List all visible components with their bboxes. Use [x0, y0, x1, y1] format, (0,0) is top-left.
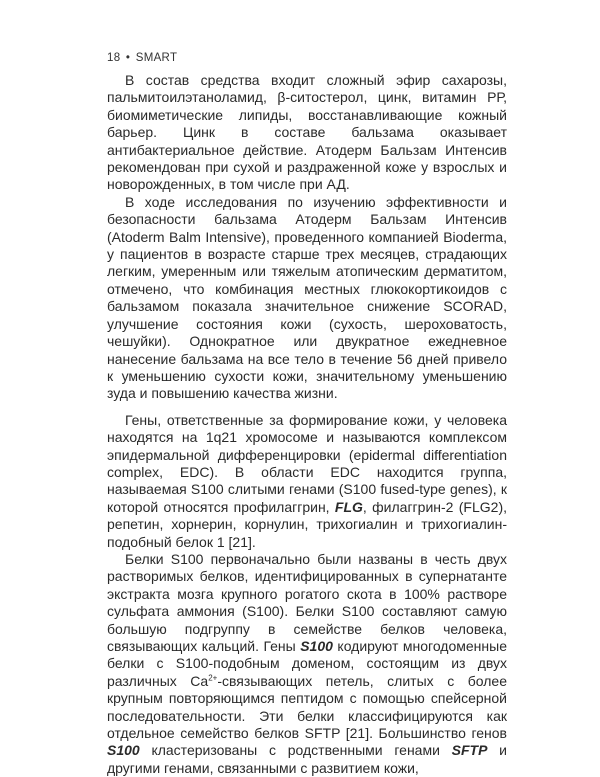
gene-name: FLG [334, 498, 363, 515]
paragraph-text: Белки S100 первоначально были названы в честь двух растворимых белков, идентифицированных в супернатанте экстракта мозга крупного рогатого скота в 100% растворе сульфата аммония (S100). Белки S100 составляют самую большую подгруппу в семействе белков человека, связывающих кальций. Гены [107, 550, 507, 654]
running-header [107, 52, 177, 64]
paragraph-text: кодируют многодоменные белки с S100-подобным доменом, состоящим из двух различных Ca [107, 638, 507, 689]
paragraph-text: , филаггрин-2 (FLG2), репетин, хорнерин, корнулин, трихогиалин и трихогиалин-подобный белок 1 [21]. [107, 498, 507, 550]
body-text [107, 72, 507, 777]
superscript: 2+ [208, 673, 218, 683]
paragraph-edc-genes [107, 412, 507, 551]
paragraph-text: -связывающих петель, слитых с более крупным повторяющимся пептидом с помощью спейсерной последовательности. Эти белки классифицируются как отдельное семейство белков SFTP [21]. Большинство генов [107, 672, 507, 742]
gene-name: S100 [300, 638, 333, 654]
paragraph-balm-composition: В состав средства входит сложный эфир сахарозы, пальмитоилэтаноламид, β-ситостерол, цинк, витамин РР, биомиметические липиды, восстанавливающие кожный барьер. Цинк в составе бальзама оказывает антибактериальное действие. Атодерм Бальзам Интенсив рекомендован при сухой и раздраженной коже у взрослых и новорожденных, в том числе при АД. [107, 72, 507, 193]
paragraph-text: и другими генами, связанными с развитием кожи, [107, 742, 508, 776]
section-title: SMART [135, 52, 178, 64]
page-number: 18 [107, 52, 121, 64]
header-separator: • [125, 52, 131, 64]
gene-name: SFTP [451, 742, 488, 759]
paragraph-s100-proteins [107, 551, 507, 777]
paragraph-text: Гены, ответственные за формирование кожи, у человека находятся на 1q21 хромосоме и называются комплексом эпидермальной дифференцировки (epidermal differentiation complex, EDC). В области EDC находится группа, называемая S100 слитыми генами (S100 fused-type genes), к которой относятся профилаггрин, [107, 411, 507, 515]
paragraph-balm-study: В ходе исследования по изучению эффективности и безопасности бальзама Атодерм Бальзам Интенсив (Atoderm Balm Intensive), проведенного компанией Bioderma, у пациентов в возрасте старше трех месяцев, страдающих легким, умеренным или тяжелым атопическим дерматитом, отмечено, что комбинация местных глюкокортикоидов с бальзамом показала значительное снижение SCORAD, улучшение состояния кожи (сухость, шероховатость, чешуйки). Однократное или двукратное ежедневное нанесение бальзама на все тело в течение 56 дней привело к уменьшению сухости кожи, значительному уменьшению зуда и повышению качества жизни. [107, 193, 507, 402]
paragraph-text: кластеризованы с родственными генами [139, 742, 452, 759]
gene-name: S100 [107, 742, 140, 759]
